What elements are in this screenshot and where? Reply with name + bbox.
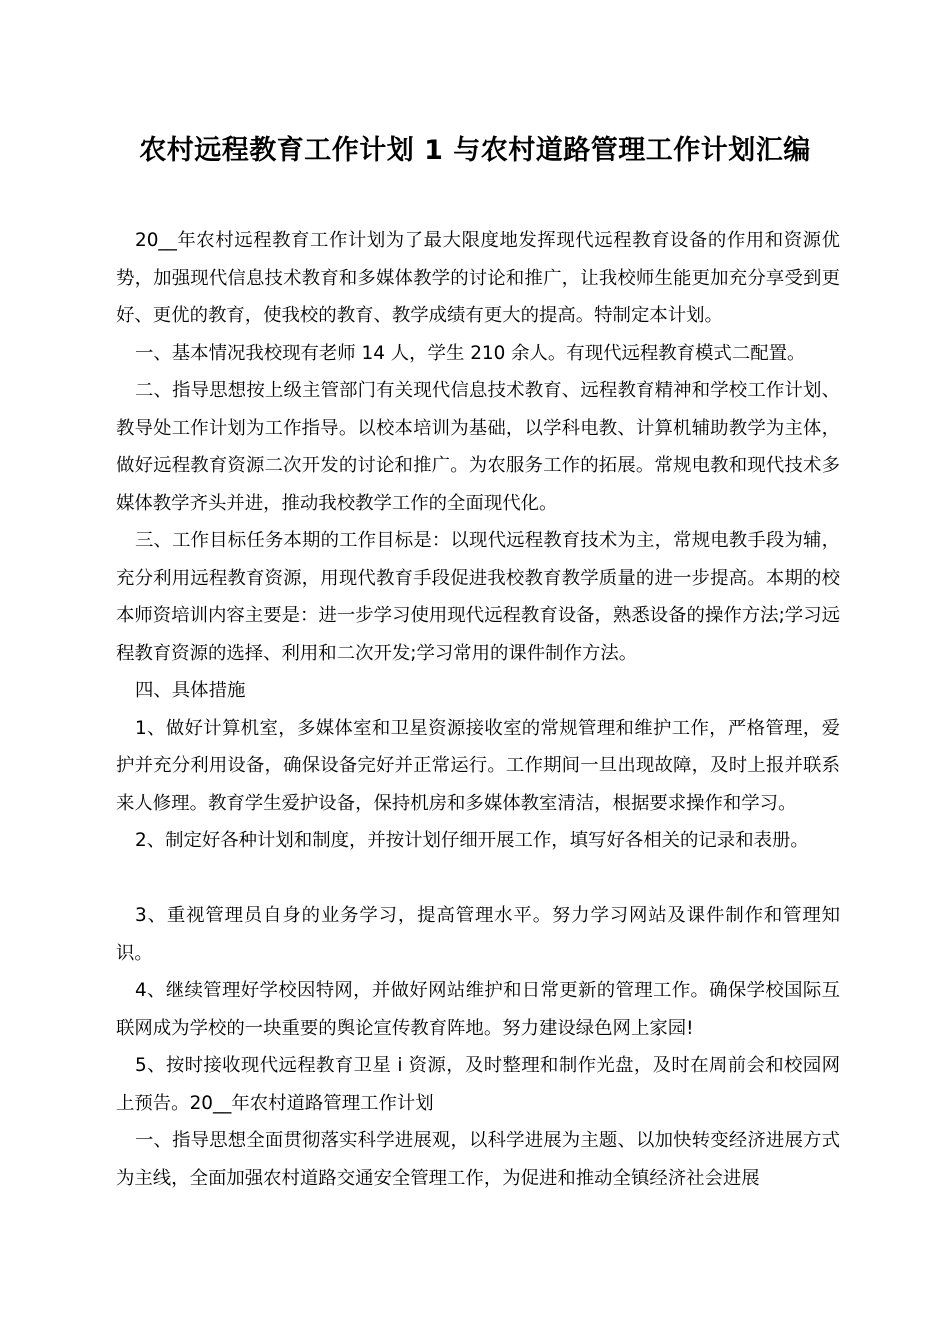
paragraph-measure-5: 5、按时接收现代远程教育卫星 i 资源，及时整理和制作光盘，及时在周前会和校园网上预告。20__年农村道路管理工作计划: [116, 1055, 840, 1114]
paragraph-road-guiding-ideology: 一、指导思想全面贯彻落实科学进展观，以科学进展为主题、以加快转变经济进展方式为主线，全面加强农村道路交通安全管理工作，为促进和推动全镇经济社会进展: [116, 1130, 840, 1189]
section-heading-measures: 四、具体措施: [135, 680, 246, 701]
paragraph-intro: 20__年农村远程教育工作计划为了最大限度地发挥现代远程教育设备的作用和资源优势，加强现代信息技术教育和多媒体教学的讨论和推广，让我校师生能更加充分享受到更好、更优的教育，使我校的教育、教学成绩有更大的提高。特制定本计划。: [116, 230, 840, 326]
blank-line: [116, 860, 840, 898]
paragraph-guiding-ideology: 二、指导思想按上级主管部门有关现代信息技术教育、远程教育精神和学校工作计划、教导处工作计划为工作指导。以校本培训为基础，以学科电教、计算机辅助教学为主体，做好远程教育资源二次开发的讨论和推广。为农服务工作的拓展。常规电教和现代技术多媒体教学齐头并进，推动我校教学工作的全面现代化。: [116, 380, 840, 514]
paragraph-measure-3: 3、重视管理员自身的业务学习，提高管理水平。努力学习网站及课件制作和管理知识。: [116, 905, 840, 964]
paragraph-basic-situation: 一、基本情况我校现有老师 14 人，学生 210 余人。有现代远程教育模式二配置。: [135, 342, 806, 364]
paragraph-measure-4: 4、继续管理好学校因特网，并做好网站维护和日常更新的管理工作。确保学校国际互联网成为学校的一块重要的舆论宣传教育阵地。努力建设绿色网上家园!: [116, 980, 840, 1039]
paragraph-work-goals: 三、工作目标任务本期的工作目标是：以现代远程教育技术为主，常规电教手段为辅，充分利用远程教育资源，用现代教育手段促进我校教育教学质量的进一步提高。本期的校本师资培训内容主要是：进一步学习使用现代远程教育设备，熟悉设备的操作方法;学习远程教育资源的选择、利用和二次开发;学习常用的课件制作方法。: [116, 530, 840, 664]
paragraph-measure-1: 1、做好计算机室，多媒体室和卫星资源接收室的常规管理和维护工作，严格管理，爱护并充分利用设备，确保设备完好并正常运行。工作期间一旦出现故障，及时上报并联系来人修理。教育学生爱护设备，保持机房和多媒体教室清洁，根据要求操作和学习。: [116, 717, 840, 814]
document-body: [116, 222, 840, 1197]
paragraph-measure-2: 2、制定好各种计划和制度，并按计划仔细开展工作，填写好各相关的记录和表册。: [135, 830, 809, 851]
document-title: 农村远程教育工作计划 1 与农村道路管理工作计划汇编: [139, 135, 811, 166]
